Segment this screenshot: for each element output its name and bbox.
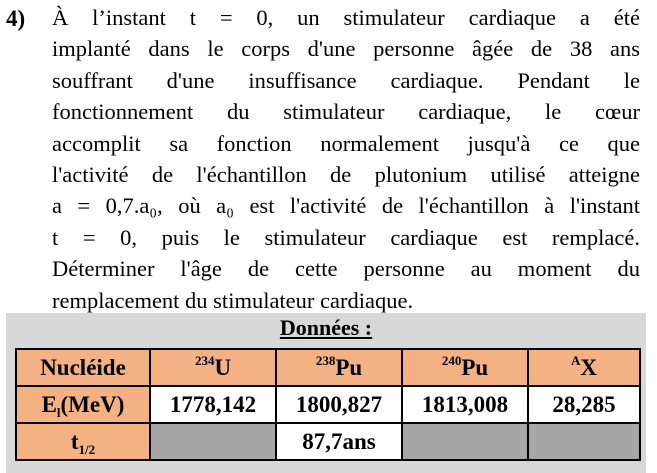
nuclide-header bbox=[276, 349, 402, 386]
mass-number: 240 bbox=[441, 352, 462, 368]
half-life-empty-cell bbox=[150, 423, 276, 460]
row-label-energy bbox=[16, 386, 150, 423]
half-life-empty-cell bbox=[402, 423, 528, 460]
element-symbol: U bbox=[214, 354, 232, 380]
energy-subscript: l bbox=[56, 404, 61, 420]
mass-number: A bbox=[570, 352, 581, 368]
nuclide-header bbox=[150, 349, 276, 386]
energy-value: 1800,827 bbox=[276, 386, 402, 423]
question-line: accomplit sa fonction normalement jusqu'à ce que bbox=[52, 130, 640, 156]
half-life-subscript: 1/2 bbox=[78, 441, 96, 457]
data-table bbox=[15, 348, 641, 461]
nuclide-header bbox=[528, 349, 640, 386]
element-symbol: Pu bbox=[461, 354, 489, 380]
question-line: t = 0, puis le stimulateur cardiaque est remplacé. bbox=[52, 224, 640, 250]
mass-number: 238 bbox=[315, 352, 336, 368]
question-line: remplacement du stimulateur cardiaque. bbox=[52, 287, 414, 313]
energy-unit: (MeV) bbox=[60, 391, 125, 417]
question-text bbox=[52, 2, 640, 316]
half-life-symbol: t bbox=[70, 428, 79, 454]
element-symbol: Pu bbox=[335, 354, 363, 380]
element-symbol: X bbox=[580, 354, 597, 380]
question-line: À l’instant t = 0, un stimulateur cardiaque a été bbox=[52, 5, 640, 30]
table-row-half-life bbox=[16, 423, 640, 460]
energy-value: 1778,142 bbox=[150, 386, 276, 423]
question-line: implanté dans le corps d'une personne âgée de 38 ans bbox=[52, 36, 640, 62]
half-life-empty-cell bbox=[528, 423, 640, 460]
energy-value: 28,285 bbox=[528, 386, 640, 423]
question-line: fonctionnement du stimulateur cardiaque, le cœur bbox=[52, 99, 640, 125]
row-label-nuclide: Nucléide bbox=[16, 349, 150, 386]
energy-symbol: E bbox=[41, 391, 57, 417]
question-line: a = 0,7.a₀, où a₀ est l'activité de l'échantillon à l'instant bbox=[52, 193, 640, 219]
data-box bbox=[6, 313, 646, 473]
energy-value: 1813,008 bbox=[402, 386, 528, 423]
nuclide-header bbox=[402, 349, 528, 386]
mass-number: 234 bbox=[194, 352, 215, 368]
half-life-value: 87,7ans bbox=[276, 423, 402, 460]
question-line: l'activité de l'échantillon de plutonium utilisé atteigne bbox=[52, 162, 640, 188]
data-title: Données : bbox=[279, 315, 373, 340]
question-line: souffrant d'une insuffisance cardiaque. Pendant le bbox=[52, 67, 640, 93]
row-label-half-life bbox=[16, 423, 150, 460]
question-line: Déterminer l'âge de cette personne au moment du bbox=[52, 256, 640, 282]
question-number: 4) bbox=[6, 6, 26, 31]
table-row-energy bbox=[16, 386, 640, 423]
table-row-nuclide bbox=[16, 349, 640, 386]
